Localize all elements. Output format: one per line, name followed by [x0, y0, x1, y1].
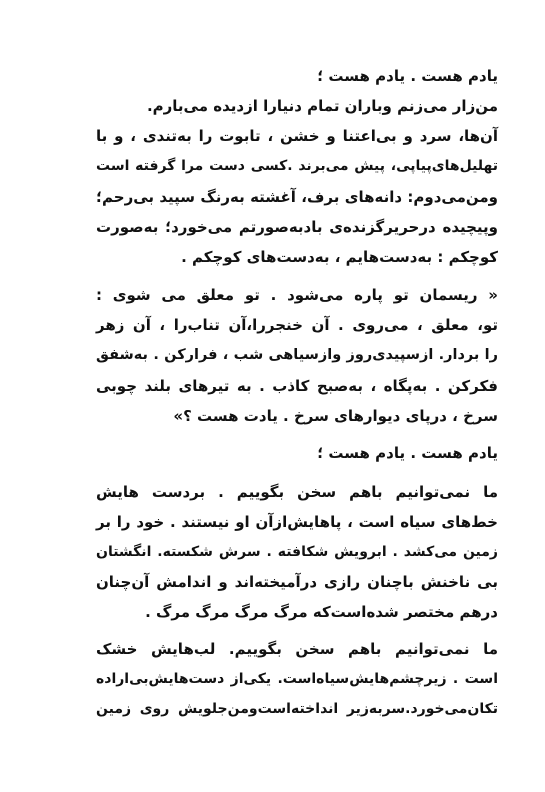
- text-line: را بردار. ازسپیدی‌روز وازسیاهی شب ، فرارکن . به‌شفق: [96, 347, 498, 363]
- text-line: ومن‌می‌دوم: دانه‌های برف، آغشته به‌رنگ سپید بی‌رحم؛: [96, 188, 498, 206]
- text-line: ما نمی‌توانیم باهم سخن بگوییم. لب‌هایش خشک: [96, 640, 498, 658]
- text-line: است . زیرچشم‌هایش‌سیاه‌است. یکی‌از دست‌هایش‌بی‌اراده: [96, 671, 498, 687]
- text-line: سرخ ، درپای دیوارهای سرخ . یادت هست ؟»: [173, 407, 498, 425]
- text-line: بی ناخنش باچنان رازی درآمیخته‌اند و اندامش آن‌چنان: [96, 573, 498, 591]
- text-line: « ریسمان تو پاره می‌شود . تو معلق می شوی :: [96, 286, 498, 304]
- text-line: فکرکن . به‌پگاه ، به‌صبح کاذب . به تیرهای بلند چوبی: [96, 377, 498, 395]
- text-line: من‌زار می‌زنم وباران تمام دنیارا ازدیده می‌بارم.: [146, 97, 498, 115]
- text-line: درهم مختصر شده‌است‌که مرگ مرگ مرگ مرگ .: [145, 603, 498, 621]
- text-line: تکان‌می‌خورد.سربه‌زیر انداخته‌است‌ومن‌جلویش روی زمین: [96, 701, 498, 717]
- text-line: خط‌های سیاه است ، پاهایش‌ازآن او نیستند . خود را بر: [96, 513, 498, 531]
- text-line: زمین می‌کشد . ابرویش شکافته . سرش شکسته. انگشتان: [96, 544, 498, 560]
- text-line: یادم هست . یادم هست ؛: [317, 67, 498, 85]
- text-line: تو، معلق ، می‌روی . آن خنجررا،آن تناب‌را ، آن زهر: [96, 316, 498, 334]
- text-line: یادم هست . یادم هست ؛: [317, 444, 498, 462]
- text-line: ما نمی‌توانیم باهم سخن بگوییم . بردست هایش: [96, 483, 498, 501]
- text-line: وپیچیده درحریرگزنده‌ی باد‌به‌صورتم می‌خورد؛ به‌صورت: [96, 218, 498, 236]
- text-line: تهلیل‌های‌پیاپی، پیش می‌برند .کسی دست مرا گرفته است: [96, 158, 498, 174]
- text-line: کوچکم : به‌دست‌هایم ، به‌دست‌های کوچکم .: [181, 248, 498, 266]
- text-line: آن‌ها، سرد و بی‌اعتنا و خشن ، تابوت را به‌تندی ، و با: [96, 127, 498, 145]
